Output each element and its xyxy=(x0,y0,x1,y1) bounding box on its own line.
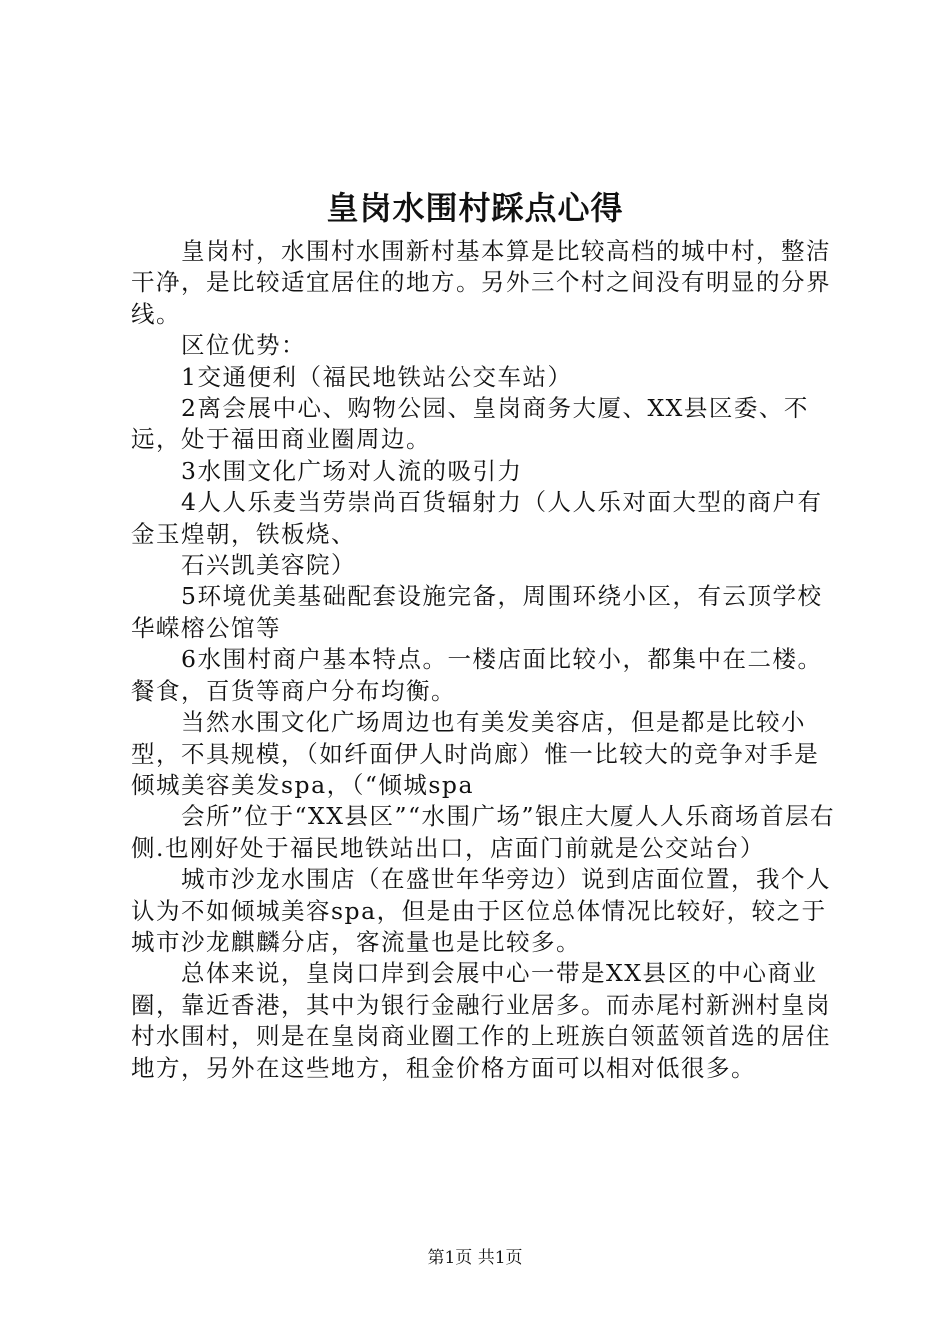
paragraph-city-salon: 城市沙龙水围店（在盛世年华旁边）说到店面位置，我个人认为不如倾城美容spa，但是由于区位总体情况比较好，较之于城市沙龙麒麟分店，客流量也是比较多。 xyxy=(131,865,831,956)
paragraph-competitors-cont: 会所”位于“XX县区”“水围广场”银庄大厦人人乐商场首层右侧.也刚好处于福民地铁站出口，店面门前就是公交站台） xyxy=(131,802,836,862)
paragraph-point-4: 4人人乐麦当劳崇尚百货辐射力（人人乐对面大型的商户有金玉煌朝，铁板烧、 xyxy=(131,488,823,548)
paragraph-intro: 皇岗村，水围村水围新村基本算是比较高档的城中村，整洁干净，是比较适宜居住的地方。另外三个村之间没有明显的分界线。 xyxy=(131,237,831,328)
paragraph-point-5: 5环境优美基础配套设施完备，周围环绕小区，有云顶学校华嵘榕公馆等 xyxy=(131,582,823,642)
page-footer: 第1页 共1页 xyxy=(427,1248,523,1268)
paragraph-location-heading: 区位优势： xyxy=(181,331,306,360)
paragraph-point-3: 3水围文化广场对人流的吸引力 xyxy=(181,456,523,485)
paragraph-point-1: 1交通便利（福民地铁站公交车站） xyxy=(181,362,573,391)
document-title: 皇岗水围村踩点心得 xyxy=(326,189,624,227)
document-body xyxy=(131,236,836,1084)
paragraph-competitors: 当然水围文化广场周边也有美发美容店，但是都是比较小型，不具规模，（如纤面伊人时尚廊）惟一比较大的竞争对手是倾城美容美发spa，（“倾城spa xyxy=(131,708,820,799)
paragraph-point-2: 2离会展中心、购物公园、皇岗商务大厦、XX县区委、不远，处于福田商业圈周边。 xyxy=(131,394,809,454)
paragraph-point-4-cont: 石兴凯美容院） xyxy=(181,551,356,580)
paragraph-point-6: 6水围村商户基本特点。一楼店面比较小，都集中在二楼。餐食，百货等商户分布均衡。 xyxy=(131,645,823,705)
paragraph-summary: 总体来说，皇岗口岸到会展中心一带是XX县区的中心商业圈，靠近香港，其中为银行金融行业居多。而赤尾村新洲村皇岗村水围村，则是在皇岗商业圈工作的上班族白领蓝领首选的居住地方，另外在这些地方，租金价格方面可以相对低很多。 xyxy=(131,959,831,1082)
